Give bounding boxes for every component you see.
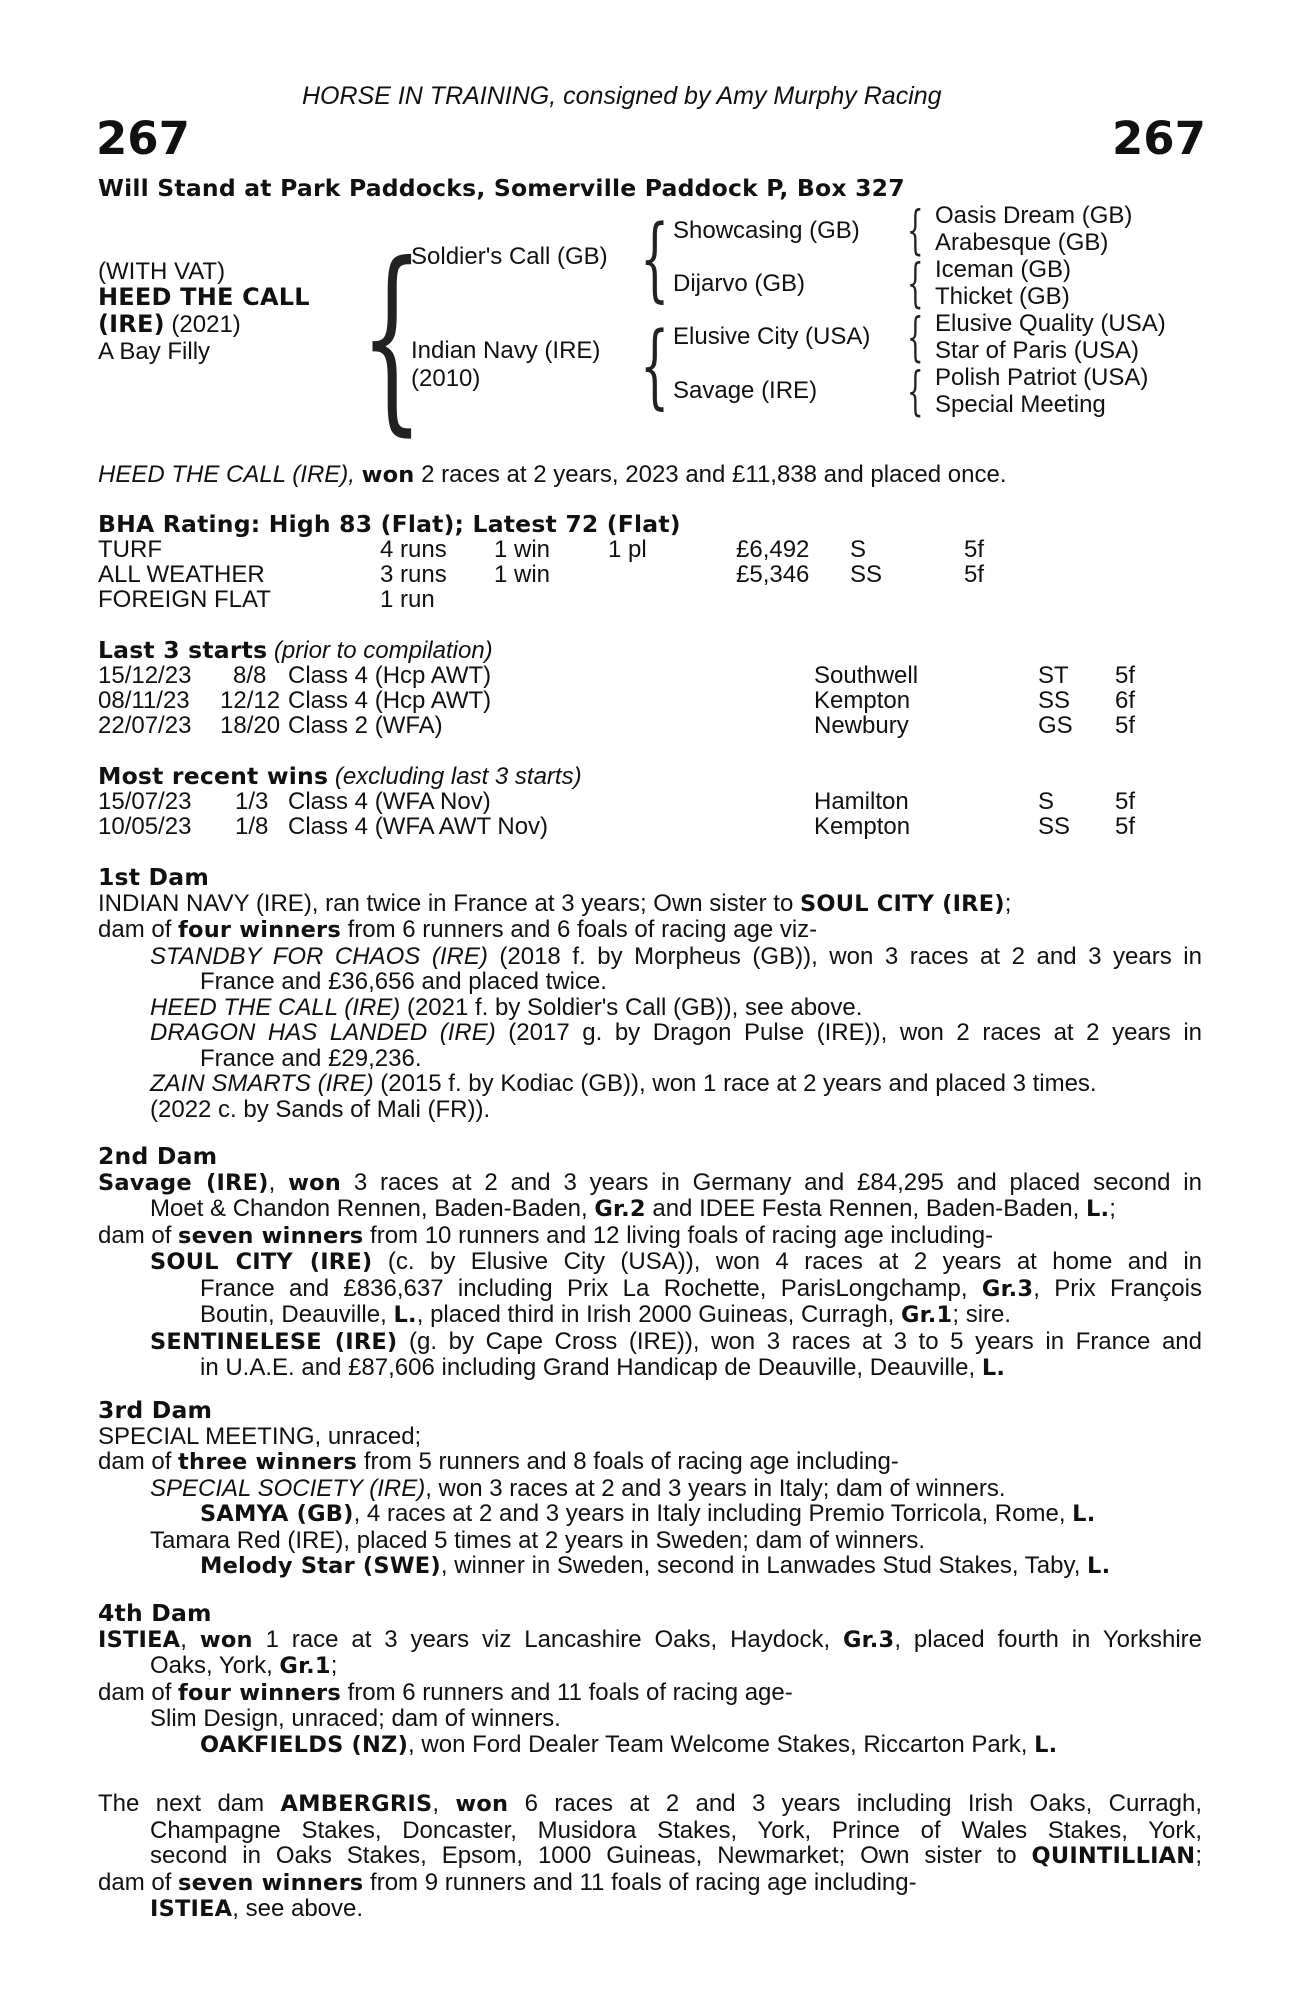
start-race: Class 4 (Hcp AWT) [288,687,492,714]
dam-line: dam of four winners from 6 runners and 11 foals of racing age- [98,1678,793,1706]
pedigree-dam: Indian Navy (IRE) [411,337,601,364]
last3-heading: Last 3 starts [98,636,268,664]
vat-label: (WITH VAT) [98,258,226,285]
next-dam-section [98,1791,1202,1923]
start-course: Newbury [814,712,909,739]
progeny-entry: STANDBY FOR CHAOS (IRE) (2018 f. by Morpheus (GB)), won 3 races at 2 and 3 years in [150,942,1202,970]
second-dam-section [98,1144,1202,1382]
bha-prize: £5,346 [736,561,810,588]
start-course: Southwell [814,662,919,689]
dam-line: The next dam AMBERGRIS, won 6 races at 2 and 3 years including Irish Oaks, Curragh, [98,1790,1202,1817]
win-position: 1/3 [235,788,269,815]
dam-line-cont: Oaks, York, Gr.1; [150,1652,338,1679]
dam-line-cont: Champagne Stakes, Doncaster, Musidora Stakes, York, Prince of Wales Stakes, York, [150,1816,1202,1844]
dam-line: ISTIEA, won 1 race at 3 years viz Lancashire Oaks, Haydock, Gr.3, placed fourth in Yorkshire [98,1625,1203,1653]
section-heading: 1st Dam [98,863,210,891]
progeny-entry: OAKFIELDS (NZ), won Ford Dealer Team Welcome Stakes, Riccarton Park, L. [200,1730,1058,1758]
progeny-entry: SENTINELESE (IRE) (g. by Cape Cross (IRE)), won 3 races at 3 to 5 years in France and [150,1327,1202,1355]
win-race: Class 4 (WFA AWT Nov) [288,813,549,840]
pedigree-ggs4: Thicket (GB) [935,283,1070,310]
win-date: 15/07/23 [98,788,192,815]
pedigree-sire: Soldier's Call (GB) [411,243,608,270]
bha-runs: 3 runs [380,561,447,588]
start-course: Kempton [814,687,911,714]
pedigree-ggs2: Arabesque (GB) [935,229,1109,256]
start-position: 8/8 [233,662,267,689]
dam-line: SPECIAL MEETING, unraced; [98,1422,422,1450]
last3-note: (prior to compilation) [267,637,493,664]
pedigree-dam-year: (2010) [411,365,481,392]
pedigree-ggs6: Star of Paris (USA) [935,337,1140,364]
pedigree-brace-sire: { [640,205,670,312]
start-distance: 6f [1115,687,1136,714]
win-row [98,789,1202,814]
bha-runs: 1 run [380,586,435,613]
stand-location: Will Stand at Park Paddocks, Somerville Paddock P, Box 327 [98,174,905,202]
win-row [98,814,1202,839]
progeny-entry-cont: Boutin, Deauville, L., placed third in Irish 2000 Guineas, Curragh, Gr.1; sire. [200,1301,1012,1328]
bha-runs: 4 runs [380,536,447,563]
start-date: 08/11/23 [98,687,190,714]
win-going: SS [1038,813,1071,840]
consignor-line: HORSE IN TRAINING, consigned by Amy Murphy Racing [302,82,942,110]
pedigree-brace-g3: { [907,308,924,368]
bha-wins: 1 win [494,536,551,563]
pedigree-ggs8: Special Meeting [935,391,1106,418]
start-position: 18/20 [220,712,281,739]
start-date: 22/07/23 [98,712,192,739]
pedigree-gs1: Showcasing (GB) [673,217,860,244]
bha-distance: 5f [964,561,985,588]
pedigree-gs4: Savage (IRE) [673,377,818,404]
start-date: 15/12/23 [98,662,192,689]
horse-name: HEED THE CALL [98,283,310,311]
bha-row [98,562,1202,587]
summary-horse-name: HEED THE CALL (IRE), [98,461,355,488]
bha-going: SS [850,561,883,588]
section-heading: 4th Dam [98,1599,212,1627]
bha-placed: 1 pl [608,536,647,563]
fourth-dam-section [98,1601,1202,1758]
bha-row [98,537,1202,562]
win-course: Kempton [814,813,911,840]
recent-heading: Most recent wins [98,762,329,790]
progeny-entry: SAMYA (GB), 4 races at 2 and 3 years in Italy including Premio Torricola, Rome, L. [200,1500,1096,1527]
pedigree-gs3: Elusive City (USA) [673,323,871,350]
bha-surface: ALL WEATHER [98,561,265,588]
last3-title [98,638,493,664]
horse-description: A Bay Filly [98,338,211,365]
win-position: 1/8 [235,813,269,840]
third-dam-section [98,1398,1202,1580]
dam-line: Savage (IRE), won 3 races at 2 and 3 years in Germany and £84,295 and placed second in [98,1168,1202,1196]
bha-going: S [850,536,867,563]
progeny-entry: Tamara Red (IRE), placed 5 times at 2 years in Sweden; dam of winners. [150,1526,926,1554]
start-position: 12/12 [220,687,281,714]
section-heading: 3rd Dam [98,1396,213,1424]
win-course: Hamilton [814,788,909,815]
progeny-entry: Melody Star (SWE), winner in Sweden, second in Lanwades Stud Stakes, Taby, L. [200,1552,1111,1579]
win-distance: 5f [1115,813,1136,840]
dam-line: dam of seven winners from 9 runners and 11 foals of racing age including- [98,1868,917,1896]
bha-row [98,587,1202,612]
pedigree-brace-g4: { [907,362,924,422]
pedigree-ggs5: Elusive Quality (USA) [935,310,1166,337]
start-going: GS [1038,712,1073,739]
bha-surface: FOREIGN FLAT [98,586,271,613]
win-going: S [1038,788,1055,815]
summary-text: 2 races at 2 years, 2023 and £11,838 and placed once. [414,461,1007,488]
pedigree-brace-main: { [360,221,424,454]
progeny-entry: SPECIAL SOCIETY (IRE), won 3 races at 2 and 3 years in Italy; dam of winners. [150,1474,1006,1502]
start-row [98,663,1202,688]
horse-country: (IRE) [98,310,165,338]
dam-line-cont: second in Oaks Stakes, Epsom, 1000 Guineas, Newmarket; Own sister to QUINTILLIAN; [150,1842,1202,1869]
bha-distance: 5f [964,536,985,563]
lot-number-right: 267 [1112,112,1206,165]
horse-year: (2021) [164,311,241,338]
bha-wins: 1 win [494,561,551,588]
pedigree-brace-dam: { [640,312,670,419]
progeny-entry: DRAGON HAS LANDED (IRE) (2017 g. by Dragon Pulse (IRE)), won 2 races at 2 years in [150,1019,1203,1046]
dam-line: dam of three winners from 5 runners and 8 foals of racing age including- [98,1448,899,1475]
start-distance: 5f [1115,662,1136,689]
start-going: ST [1038,662,1069,689]
start-row [98,688,1202,713]
pedigree-ggs3: Iceman (GB) [935,256,1072,283]
pedigree-gs2: Dijarvo (GB) [673,270,806,297]
dam-line-cont: Moet & Chandon Rennen, Baden-Baden, Gr.2 and IDEE Festa Rennen, Baden-Baden, L.; [150,1195,1116,1222]
dam-line: INDIAN NAVY (IRE), ran twice in France at 3 years; Own sister to SOUL CITY (IRE); [98,889,1012,917]
bha-rating-title: BHA Rating: High 83 (Flat); Latest 72 (Flat) [98,510,681,538]
progeny-entry: ISTIEA, see above. [150,1895,364,1922]
win-distance: 5f [1115,788,1136,815]
bha-surface: TURF [98,536,162,563]
progeny-entry-cont: in U.A.E. and £87,606 including Grand Handicap de Deauville, Deauville, L. [200,1354,1006,1381]
dam-line: dam of seven winners from 10 runners and 12 living foals of racing age including- [98,1221,994,1249]
pedigree-ggs1: Oasis Dream (GB) [935,202,1133,229]
lot-number-left: 267 [96,112,190,165]
progeny-entry: ZAIN SMARTS (IRE) (2015 f. by Kodiac (GB)), won 1 race at 2 years and placed 3 times. [150,1070,1097,1097]
progeny-entry: Slim Design, unraced; dam of winners. [150,1705,561,1732]
start-distance: 5f [1115,712,1136,739]
horse-country-year [98,312,241,338]
progeny-entry: HEED THE CALL (IRE) (2021 f. by Soldier's Call (GB)), see above. [150,993,863,1021]
start-row [98,713,1202,738]
bha-prize: £6,492 [736,536,810,563]
progeny-entry-cont: France and £29,236. [200,1044,422,1072]
progeny-entry-cont: France and £36,656 and placed twice. [200,968,607,995]
pedigree-brace-g1: { [907,201,924,261]
pedigree-ggs7: Polish Patriot (USA) [935,364,1149,391]
progeny-entry: (2022 c. by Sands of Mali (FR)). [150,1095,491,1123]
first-dam-section [98,865,1202,1122]
section-heading: 2nd Dam [98,1142,218,1170]
win-date: 10/05/23 [98,813,192,840]
pedigree-brace-g2: { [907,254,924,314]
win-race: Class 4 (WFA Nov) [288,788,491,815]
progeny-entry: SOUL CITY (IRE) (c. by Elusive City (USA)), won 4 races at 2 years at home and in [150,1248,1203,1275]
start-race: Class 2 (WFA) [288,712,443,739]
recent-note: (excluding last 3 starts) [328,763,582,790]
summary-won: won [361,462,415,488]
race-summary [98,462,1006,489]
recent-title [98,764,582,790]
dam-line: dam of four winners from 6 runners and 6 foals of racing age viz- [98,916,818,943]
start-going: SS [1038,687,1071,714]
progeny-entry-cont: France and £836,637 including Prix La Rochette, ParisLongchamp, Gr.3, Prix François [200,1274,1202,1302]
start-race: Class 4 (Hcp AWT) [288,662,492,689]
